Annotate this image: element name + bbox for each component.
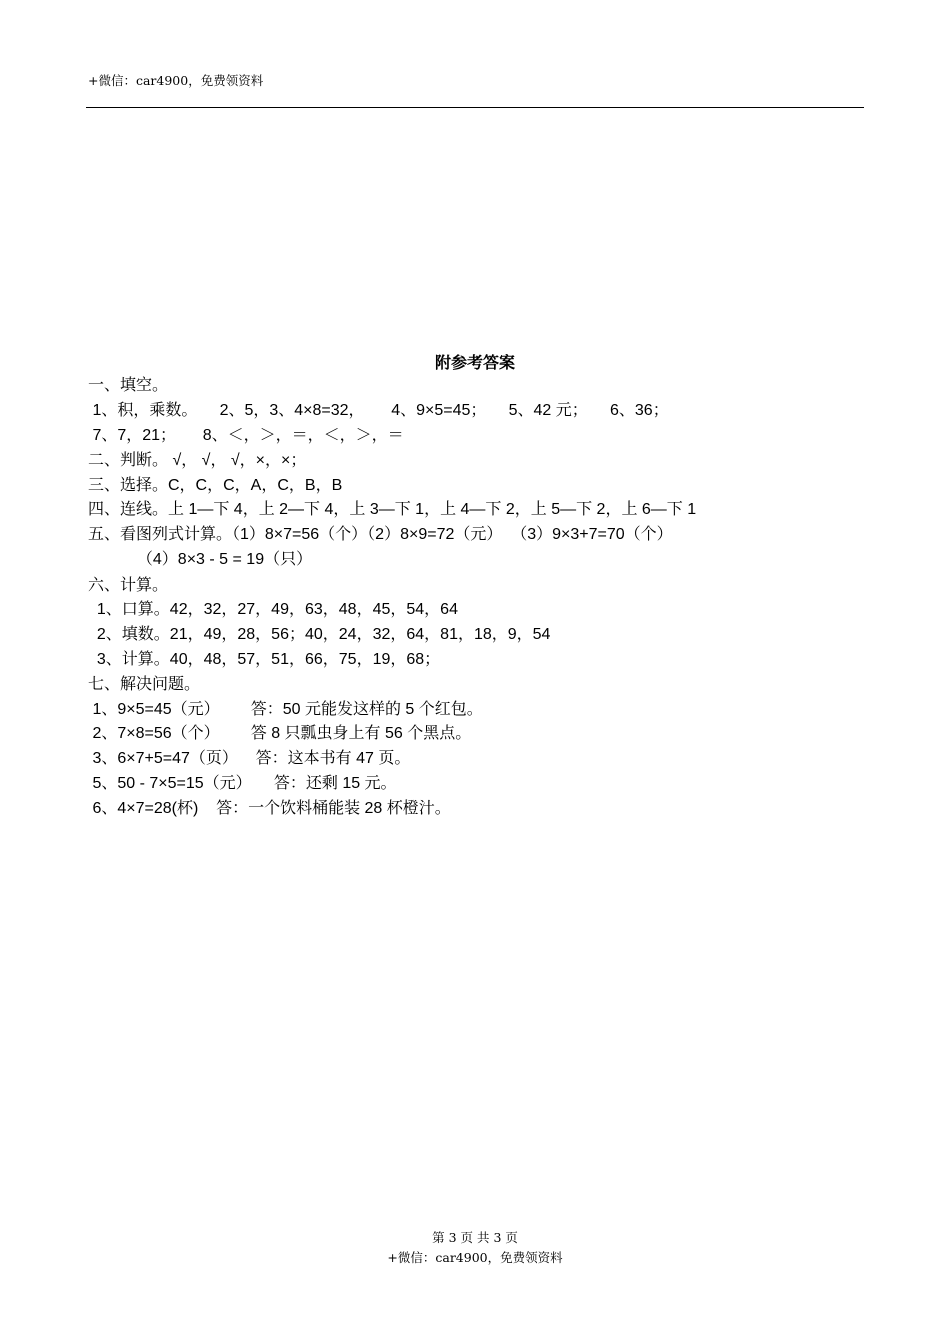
page-number: 第 3 页 共 3 页 <box>432 1230 518 1245</box>
answer-line: 7、7，21； 8、＜，＞，＝，＜，＞，＝ <box>88 427 404 444</box>
answer-line: 3、6×7+5=47（页） 答：这本书有 47 页。 <box>88 750 411 767</box>
section-4-heading: 四、连线。上 1—下 4，上 2—下 4，上 3—下 1，上 4—下 2，上 5—下 2，上 6—下 1 <box>88 501 697 518</box>
answer-line: 2、填数。21，49，28，56；40，24，32，64，81，18，9，54 <box>88 626 551 643</box>
answer-line: 1、9×5=45（元） 答：50 元能发这样的 5 个红包。 <box>88 701 483 718</box>
section-7-heading: 七、解决问题。 <box>88 676 201 693</box>
header-divider <box>86 107 864 108</box>
answer-line: 1、口算。42，32，27，49，63，48，45，54，64 <box>88 601 458 618</box>
section-5-heading: 五、看图列式计算。（1）8×7=56（个）（2）8×9=72（元） （3）9×3+7=70（个） <box>88 526 673 543</box>
answer-line: （4）8×3 - 5 = 19（只） <box>88 551 313 568</box>
section-3-heading: 三、选择。C，C，C，A，C，B，B <box>88 477 343 494</box>
answer-line: 3、计算。40，48，57，51，66，75，19，68； <box>88 651 441 668</box>
footer-watermark: +微信：car4900，免费领资料 <box>387 1250 563 1265</box>
section-6-heading: 六、计算。 <box>88 577 169 594</box>
header-watermark: +微信：car4900，免费领资料 <box>88 73 264 88</box>
answer-title: 附参考答案 <box>434 355 515 372</box>
section-2-heading: 二、判断。 √， √， √，×，×； <box>88 452 307 469</box>
answer-line: 5、50 - 7×5=15（元） 答：还剩 15 元。 <box>88 775 397 792</box>
answer-line: 2、7×8=56（个） 答 8 只瓢虫身上有 56 个黑点。 <box>88 725 472 742</box>
section-1-heading: 一、填空。 <box>88 377 169 394</box>
answer-line: 1、积，乘数。 2、5，3、4×8=32， 4、9×5=45； 5、42 元； 6、36； <box>88 402 669 419</box>
answer-line: 6、4×7=28(杯) 答：一个饮料桶能装 28 杯橙汁。 <box>88 800 451 817</box>
